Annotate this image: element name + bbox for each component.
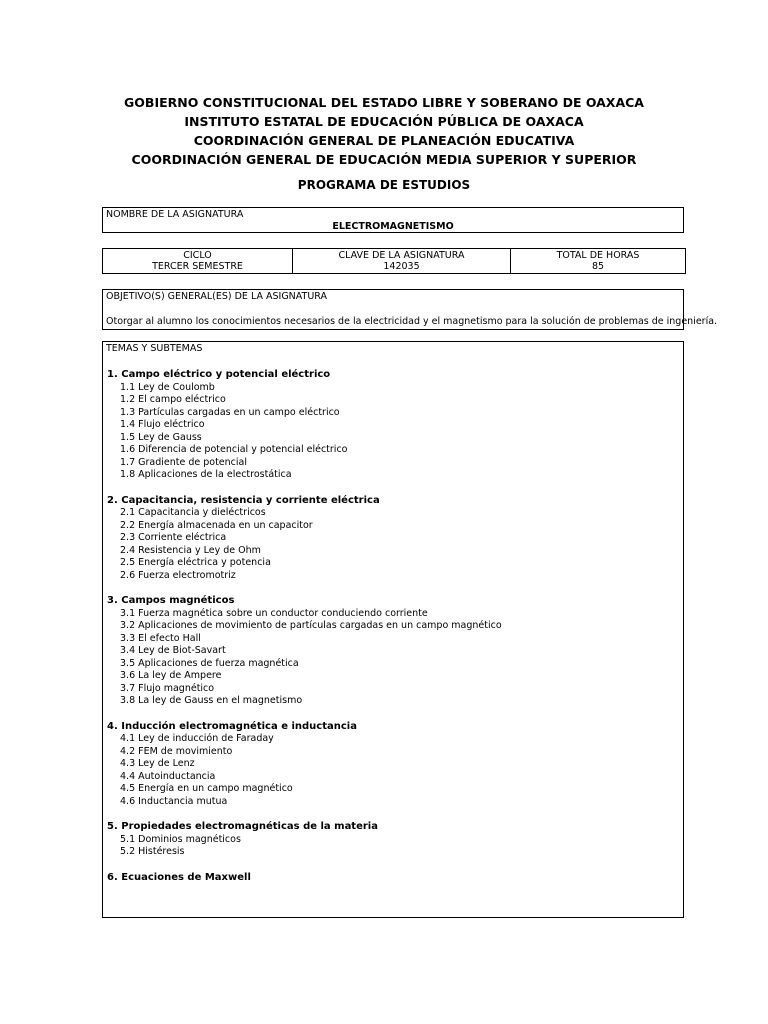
cycle-cell (103, 249, 293, 274)
subtopic-item: 1.5 Ley de Gauss (120, 431, 202, 443)
subtopic-item: 1.2 El campo eléctrico (120, 394, 226, 405)
key-label: CLAVE DE LA ASIGNATURA (338, 250, 465, 261)
topic-block (107, 595, 502, 708)
subtopic-item: 4.1 Ley de inducción de Faraday (120, 733, 274, 744)
subtopic-item: 3.3 El efecto Hall (120, 632, 201, 644)
subject-label: NOMBRE DE LA ASIGNATURA (106, 209, 244, 220)
subtopic-item: 3.8 La ley de Gauss en el magnetismo (120, 695, 303, 706)
subtopic-item: 1.4 Flujo eléctrico (120, 419, 205, 430)
subtopic-item: 2.5 Energía eléctrica y potencia (120, 557, 271, 568)
subtopic-item: 3.4 Ley de Biot-Savart (120, 645, 226, 656)
topic-block (107, 872, 502, 885)
topic-block (107, 821, 502, 859)
hours-cell (511, 249, 686, 274)
subtopic-item: 4.5 Energía en un campo magnético (120, 783, 293, 794)
topic-title: 2. Capacitancia, resistencia y corriente eléctrica (107, 494, 380, 506)
subtopic-item: 4.3 Ley de Lenz (120, 758, 195, 769)
topic-title: 6. Ecuaciones de Maxwell (107, 871, 251, 883)
topics-label: TEMAS Y SUBTEMAS (106, 343, 203, 354)
subtopic-item: 2.3 Corriente eléctrica (120, 532, 227, 543)
topic-title: 4. Inducción electromagnética e inductancia (107, 720, 357, 732)
cycle-value: TERCER SEMESTRE (152, 261, 243, 272)
subtopic-item: 2.2 Energía almacenada en un capacitor (120, 519, 313, 531)
subtopic-item: 5.1 Dominios magnéticos (120, 833, 241, 845)
objective-box (102, 289, 718, 330)
program-title: PROGRAMA DE ESTUDIOS (297, 178, 471, 192)
hours-value: 85 (591, 261, 605, 272)
cycle-label: CICLO (183, 250, 212, 261)
subtopic-item: 4.2 FEM de movimiento (120, 745, 233, 757)
subtopic-item: 1.8 Aplicaciones de la electrostática (120, 469, 292, 480)
subtopic-item: 3.2 Aplicaciones de movimiento de partículas cargadas en un campo magnético (120, 620, 502, 631)
header-line-government: GOBIERNO CONSTITUCIONAL DEL ESTADO LIBRE Y SOBERANO DE OAXACA (124, 95, 644, 110)
subtopic-item: 3.1 Fuerza magnética sobre un conductor conduciendo corriente (120, 607, 428, 619)
subtopic-item: 3.5 Aplicaciones de fuerza magnética (120, 657, 299, 669)
subject-value: ELECTROMAGNETISMO (332, 221, 454, 232)
subtopic-item: 4.6 Inductancia mutua (120, 795, 228, 807)
subtopic-item: 1.3 Partículas cargadas en un campo eléctrico (120, 406, 340, 418)
header-line-education: COORDINACIÓN GENERAL DE EDUCACIÓN MEDIA SUPERIOR Y SUPERIOR (131, 152, 637, 167)
subtopic-item: 1.1 Ley de Coulomb (120, 381, 215, 393)
subject-box (102, 207, 684, 233)
topic-block (107, 495, 502, 583)
subtopic-item: 5.2 Histéresis (120, 846, 185, 857)
topics-list (107, 369, 502, 897)
hours-label: TOTAL DE HORAS (556, 250, 640, 261)
header-line-institute: INSTITUTO ESTATAL DE EDUCACIÓN PÚBLICA DE OAXACA (184, 114, 584, 129)
subtopic-item: 1.6 Diferencia de potencial y potencial eléctrico (120, 444, 348, 455)
subtopic-item: 1.7 Gradiente de potencial (120, 456, 247, 468)
topic-title: 1. Campo eléctrico y potencial eléctrico (107, 369, 331, 380)
topic-title: 5. Propiedades electromagnéticas de la materia (107, 821, 378, 832)
subtopic-item: 2.4 Resistencia y Ley de Ohm (120, 544, 261, 556)
key-cell (293, 249, 511, 274)
subtopic-item: 3.7 Flujo magnético (120, 682, 215, 694)
info-row (103, 249, 686, 274)
topics-box (102, 341, 684, 918)
info-table (102, 248, 686, 274)
topic-block (107, 721, 502, 809)
subtopic-item: 2.1 Capacitancia y dieléctricos (120, 507, 266, 518)
objective-text: Otorgar al alumno los conocimientos necesarios de la electricidad y el magnetismo para la solución de problemas de ingeniería. (106, 316, 718, 327)
topic-title: 3. Campos magnéticos (107, 595, 235, 606)
key-value: 142035 (383, 261, 420, 272)
subtopic-item: 3.6 La ley de Ampere (120, 670, 222, 681)
document-header (0, 93, 768, 169)
topic-block (107, 369, 502, 482)
header-line-planning: COORDINACIÓN GENERAL DE PLANEACIÓN EDUCATIVA (193, 133, 575, 148)
subtopic-item: 4.4 Autoinductancia (120, 770, 216, 782)
objective-label: OBJETIVO(S) GENERAL(ES) DE LA ASIGNATURA (106, 291, 328, 302)
subtopic-item: 2.6 Fuerza electromotriz (120, 569, 236, 581)
